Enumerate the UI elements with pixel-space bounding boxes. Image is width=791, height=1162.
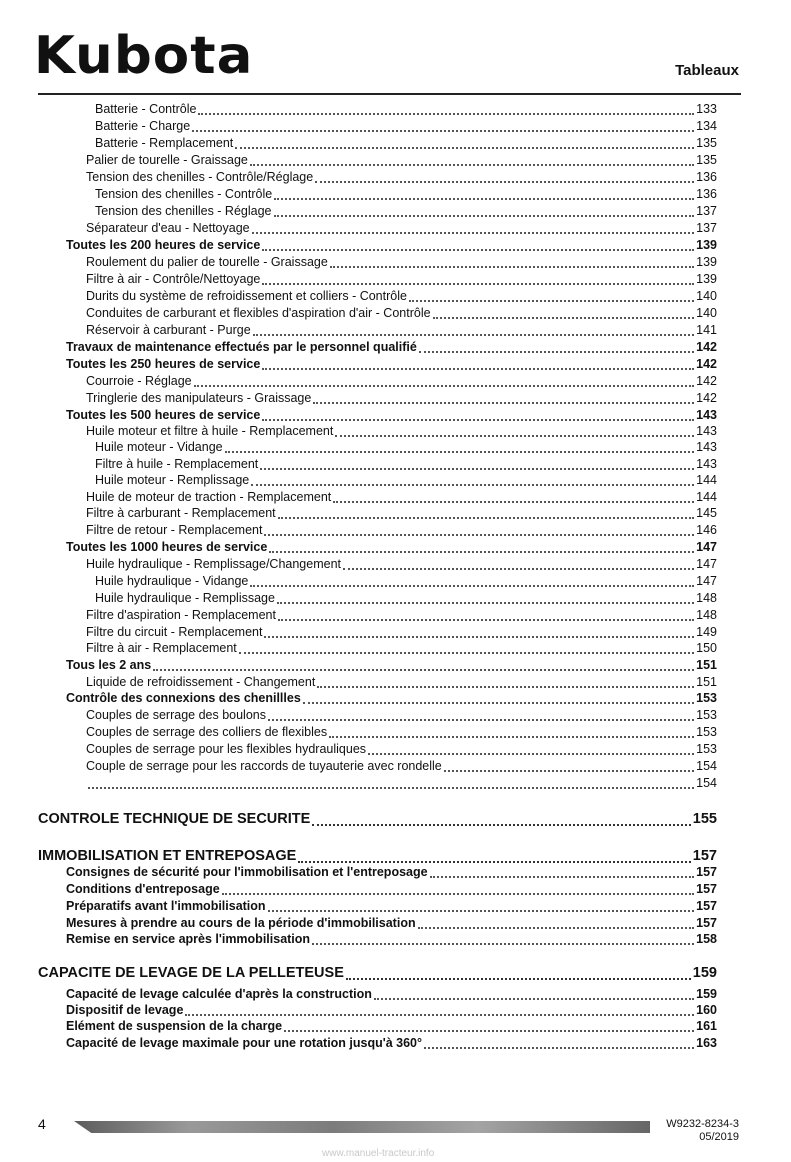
toc-entry-label: Couples de serrage des boulons <box>86 708 266 722</box>
toc-entry-page: 161 <box>696 1019 717 1033</box>
toc-entry-page: 145 <box>696 506 717 520</box>
toc-entry-page: 153 <box>696 708 717 722</box>
toc-entry-page: 155 <box>692 811 717 827</box>
toc-entry-label: IMMOBILISATION ET ENTREPOSAGE <box>38 848 297 864</box>
toc-entry <box>66 917 717 931</box>
toc-entry-page: 143 <box>696 440 717 454</box>
toc-entry-page: 151 <box>696 658 717 672</box>
dot-leader <box>444 770 694 772</box>
watermark: www.manuel-tracteur.info <box>322 1148 435 1159</box>
dot-leader <box>368 753 694 755</box>
toc-entry-label: Toutes les 1000 heures de service <box>66 540 268 554</box>
toc-entry-label: Batterie - Remplacement <box>95 136 234 150</box>
dot-leader <box>433 317 695 319</box>
toc-entry-label: Filtre à air - Contrôle/Nettoyage <box>86 272 261 286</box>
footer-bar <box>74 1121 650 1133</box>
toc-entry <box>86 256 717 270</box>
dot-leader <box>346 978 691 980</box>
dot-leader <box>303 702 694 704</box>
toc-entry-label: Batterie - Charge <box>95 119 191 133</box>
dot-leader <box>262 249 694 251</box>
toc-entry <box>66 541 717 555</box>
toc-entry-label: Filtre à huile - Remplacement <box>95 457 259 471</box>
toc-entry-label: Huile moteur - Vidange <box>95 440 223 454</box>
toc-entry <box>66 358 717 372</box>
toc-entry-label: Batterie - Contrôle <box>95 102 197 116</box>
section-title: Tableaux <box>675 62 739 79</box>
toc-entry-label: Tension des chenilles - Contrôle/Réglage <box>86 170 314 184</box>
toc-entry-label: Tension des chenilles - Réglage <box>95 204 272 218</box>
toc-entry-page: 157 <box>696 916 717 930</box>
toc-entry-page: 157 <box>692 848 717 864</box>
toc-entry-label: Filtre du circuit - Remplacement <box>86 625 263 639</box>
toc-entry <box>95 575 717 589</box>
toc-entry <box>66 409 717 423</box>
toc-entry-page: 133 <box>696 102 717 116</box>
toc-entry-page: 140 <box>696 289 717 303</box>
dot-leader <box>278 517 694 519</box>
dot-leader <box>317 686 694 688</box>
dot-leader <box>262 419 694 421</box>
toc-entry-page: 142 <box>696 340 717 354</box>
toc-entry <box>95 441 717 455</box>
toc-entry <box>86 642 717 656</box>
dot-leader <box>264 636 694 638</box>
kubota-logo: Kubota <box>33 26 254 86</box>
dot-leader <box>264 534 694 536</box>
toc-entry-page: 146 <box>696 523 717 537</box>
toc-entry-label: CONTROLE TECHNIQUE DE SECURITE <box>38 811 311 827</box>
toc-entry <box>86 273 717 287</box>
toc-entry-label: Séparateur d'eau - Nettoyage <box>86 221 250 235</box>
dot-leader <box>430 876 695 878</box>
dot-leader <box>262 368 694 370</box>
dot-leader <box>253 334 694 336</box>
toc-entry <box>86 507 717 521</box>
toc-entry-label: Tous les 2 ans <box>66 658 152 672</box>
toc-entry-page: 143 <box>696 424 717 438</box>
toc-entry <box>95 458 717 472</box>
toc-entry-page: 153 <box>696 742 717 756</box>
toc-entry-page: 135 <box>696 153 717 167</box>
dot-leader <box>313 402 694 404</box>
dot-leader <box>329 736 694 738</box>
toc-entry-label: Conduites de carburant et flexibles d'aspiration d'air - Contrôle <box>86 306 431 320</box>
toc-entry-page: 147 <box>696 540 717 554</box>
toc-entry <box>86 760 717 774</box>
toc-entry-label: Capacité de levage maximale pour une rotation jusqu'à 360° <box>66 1036 422 1050</box>
toc-entry-page: 159 <box>692 965 717 981</box>
toc-entry-label: Roulement du palier de tourelle - Graissage <box>86 255 328 269</box>
toc-entry <box>66 866 717 880</box>
toc-entry-label: Huile moteur - Remplissage <box>95 473 250 487</box>
toc-entry <box>86 524 717 538</box>
toc-entry <box>86 609 717 623</box>
toc-entry-label: CAPACITE DE LEVAGE DE LA PELLETEUSE <box>38 965 344 981</box>
toc-entry <box>66 1004 717 1018</box>
dot-leader <box>274 215 695 217</box>
toc-entry-label: Préparatifs avant l'immobilisation <box>66 899 266 913</box>
toc-entry-label: Filtre d'aspiration - Remplacement <box>86 608 276 622</box>
toc-entry-page: 148 <box>696 591 717 605</box>
dot-leader <box>330 266 694 268</box>
toc-entry-page: 157 <box>696 865 717 879</box>
dot-leader <box>185 1014 694 1016</box>
toc-entry <box>86 324 717 338</box>
toc-entry <box>66 1037 717 1051</box>
dot-leader <box>418 927 695 929</box>
toc-entry <box>86 726 717 740</box>
toc-entry <box>86 290 717 304</box>
dot-leader <box>260 468 694 470</box>
dot-leader <box>335 435 694 437</box>
dot-leader <box>198 113 694 115</box>
toc-entry-page: 137 <box>696 204 717 218</box>
toc-entry-page: 154 <box>696 776 717 790</box>
dot-leader <box>225 451 695 453</box>
toc-entry <box>86 392 717 406</box>
toc-entry-label: Elément de suspension de la charge <box>66 1019 283 1033</box>
toc-entry <box>86 558 717 572</box>
toc-entry-label: Huile hydraulique - Vidange <box>95 574 249 588</box>
toc-entry-page: 147 <box>696 574 717 588</box>
toc-entry <box>66 900 717 914</box>
dot-leader <box>192 130 694 132</box>
toc-entry-label: Conditions d'entreposage <box>66 882 220 896</box>
toc-entry-page: 157 <box>696 899 717 913</box>
dot-leader <box>343 568 694 570</box>
dot-leader <box>88 787 694 789</box>
toc-entry <box>95 188 717 202</box>
toc-entry-page: 139 <box>696 272 717 286</box>
toc-entry-label: Durits du système de refroidissement et colliers - Contrôle <box>86 289 407 303</box>
toc-entry <box>66 341 717 355</box>
toc-entry-label: Huile hydraulique - Remplissage/Changement <box>86 557 341 571</box>
dot-leader <box>284 1030 694 1032</box>
toc-entry-page: 149 <box>696 625 717 639</box>
toc-entry <box>66 239 717 253</box>
toc-entry <box>95 592 717 606</box>
dot-leader <box>222 893 694 895</box>
toc-entry-label: Palier de tourelle - Graissage <box>86 153 248 167</box>
toc-entry-label: Courroie - Réglage <box>86 374 192 388</box>
dot-leader <box>333 501 694 503</box>
toc-entry <box>86 777 717 791</box>
toc-entry <box>95 103 717 117</box>
dot-leader <box>274 198 694 200</box>
toc-entry <box>86 375 717 389</box>
toc-entry-label: Filtre à air - Remplacement <box>86 641 237 655</box>
dot-leader <box>252 232 695 234</box>
page-number: 4 <box>38 1116 46 1132</box>
toc-entry-label: Couples de serrage des colliers de flexibles <box>86 725 328 739</box>
dot-leader <box>312 943 694 945</box>
toc-entry-page: 142 <box>696 391 717 405</box>
doc-code: W9232-8234-3 <box>666 1118 739 1130</box>
dot-leader <box>409 300 694 302</box>
toc-entry <box>66 692 717 706</box>
toc-entry-page: 160 <box>696 1003 717 1017</box>
dot-leader <box>419 351 694 353</box>
toc-entry-label: Travaux de maintenance effectués par le personnel qualifié <box>66 340 417 354</box>
toc-entry-label: Mesures à prendre au cours de la période d'immobilisation <box>66 916 416 930</box>
toc-entry-page: 139 <box>696 238 717 252</box>
toc-entry <box>95 474 717 488</box>
toc-entry-page: 139 <box>696 255 717 269</box>
dot-leader <box>251 484 694 486</box>
toc-entry-page: 157 <box>696 882 717 896</box>
toc-entry-label: Capacité de levage calculée d'après la construction <box>66 987 372 1001</box>
dot-leader <box>277 602 694 604</box>
toc-entry <box>86 425 717 439</box>
toc-entry <box>95 137 717 151</box>
toc-entry-page: 134 <box>696 119 717 133</box>
toc-entry-page: 144 <box>696 473 717 487</box>
toc-entry <box>86 743 717 757</box>
toc-entry-label: Huile hydraulique - Remplissage <box>95 591 275 605</box>
dot-leader <box>315 181 694 183</box>
doc-code-block <box>666 1118 739 1144</box>
toc-entry-page: 144 <box>696 490 717 504</box>
toc-entry <box>66 1020 717 1034</box>
toc-entry <box>38 812 717 828</box>
dot-leader <box>298 861 690 863</box>
toc-entry-label: Consignes de sécurité pour l'immobilisation et l'entreposage <box>66 865 428 879</box>
toc-entry <box>95 205 717 219</box>
toc-entry-page: 158 <box>696 932 717 946</box>
toc-entry <box>86 491 717 505</box>
toc-entry-label: Tension des chenilles - Contrôle <box>95 187 273 201</box>
toc-entry-label: Huile moteur et filtre à huile - Remplacement <box>86 424 334 438</box>
dot-leader <box>374 998 694 1000</box>
toc-entry <box>86 171 717 185</box>
toc-entry-label: Liquide de refroidissement - Changement <box>86 675 316 689</box>
toc-entry <box>66 988 717 1002</box>
dot-leader <box>250 164 694 166</box>
dot-leader <box>194 385 695 387</box>
dot-leader <box>278 619 694 621</box>
dot-leader <box>424 1047 694 1049</box>
toc-entry-label: Toutes les 500 heures de service <box>66 408 261 422</box>
toc-entry <box>95 120 717 134</box>
toc-entry <box>86 626 717 640</box>
toc-entry-page: 142 <box>696 374 717 388</box>
toc-entry-page: 147 <box>696 557 717 571</box>
doc-date: 05/2019 <box>699 1131 739 1144</box>
toc-entry-label: Toutes les 250 heures de service <box>66 357 261 371</box>
toc-entry-page: 148 <box>696 608 717 622</box>
dot-leader <box>268 910 695 912</box>
toc-entry-label: Tringlerie des manipulateurs - Graissage <box>86 391 312 405</box>
dot-leader <box>235 147 694 149</box>
toc-entry <box>38 849 717 865</box>
toc-entry-page: 136 <box>696 187 717 201</box>
toc-entry-label: Réservoir à carburant - Purge <box>86 323 251 337</box>
header-rule <box>38 93 741 95</box>
toc-entry <box>86 307 717 321</box>
dot-leader <box>153 669 694 671</box>
toc-entry-label: Remise en service après l'immobilisation <box>66 932 311 946</box>
toc-entry-page: 143 <box>696 408 717 422</box>
toc-entry-page: 140 <box>696 306 717 320</box>
dot-leader <box>239 652 694 654</box>
toc-entry <box>66 933 717 947</box>
toc-entry-label: Dispositif de levage <box>66 1003 184 1017</box>
toc-entry-page: 163 <box>696 1036 717 1050</box>
toc-entry-page: 142 <box>696 357 717 371</box>
toc-entry-page: 151 <box>696 675 717 689</box>
toc-entry <box>86 154 717 168</box>
dot-leader <box>268 719 694 721</box>
toc-entry-label: Filtre à carburant - Remplacement <box>86 506 276 520</box>
toc-entry-page: 135 <box>696 136 717 150</box>
toc-entry-label: Couples de serrage pour les flexibles hydrauliques <box>86 742 367 756</box>
toc-entry-page: 154 <box>696 759 717 773</box>
toc-entry <box>66 659 717 673</box>
toc-entry <box>86 676 717 690</box>
toc-entry-page: 136 <box>696 170 717 184</box>
dot-leader <box>312 824 691 826</box>
toc-entry-page: 143 <box>696 457 717 471</box>
toc-entry <box>86 709 717 723</box>
toc-entry <box>66 883 717 897</box>
dot-leader <box>250 585 694 587</box>
toc-entry-page: 150 <box>696 641 717 655</box>
toc-entry-page: 137 <box>696 221 717 235</box>
toc-entry-page: 141 <box>696 323 717 337</box>
toc-entry <box>38 966 717 982</box>
toc-entry-page: 153 <box>696 725 717 739</box>
toc-entry-page: 159 <box>696 987 717 1001</box>
toc-entry-label: Toutes les 200 heures de service <box>66 238 261 252</box>
toc-entry-page: 153 <box>696 691 717 705</box>
toc-entry <box>86 222 717 236</box>
dot-leader <box>262 283 694 285</box>
toc-entry-label: Contrôle des connexions des chenillles <box>66 691 301 705</box>
toc-entry-label: Couple de serrage pour les raccords de tuyauterie avec rondelle <box>86 759 442 773</box>
toc-entry-label: Huile de moteur de traction - Remplacement <box>86 490 332 504</box>
dot-leader <box>269 551 694 553</box>
toc-entry-label: Filtre de retour - Remplacement <box>86 523 263 537</box>
